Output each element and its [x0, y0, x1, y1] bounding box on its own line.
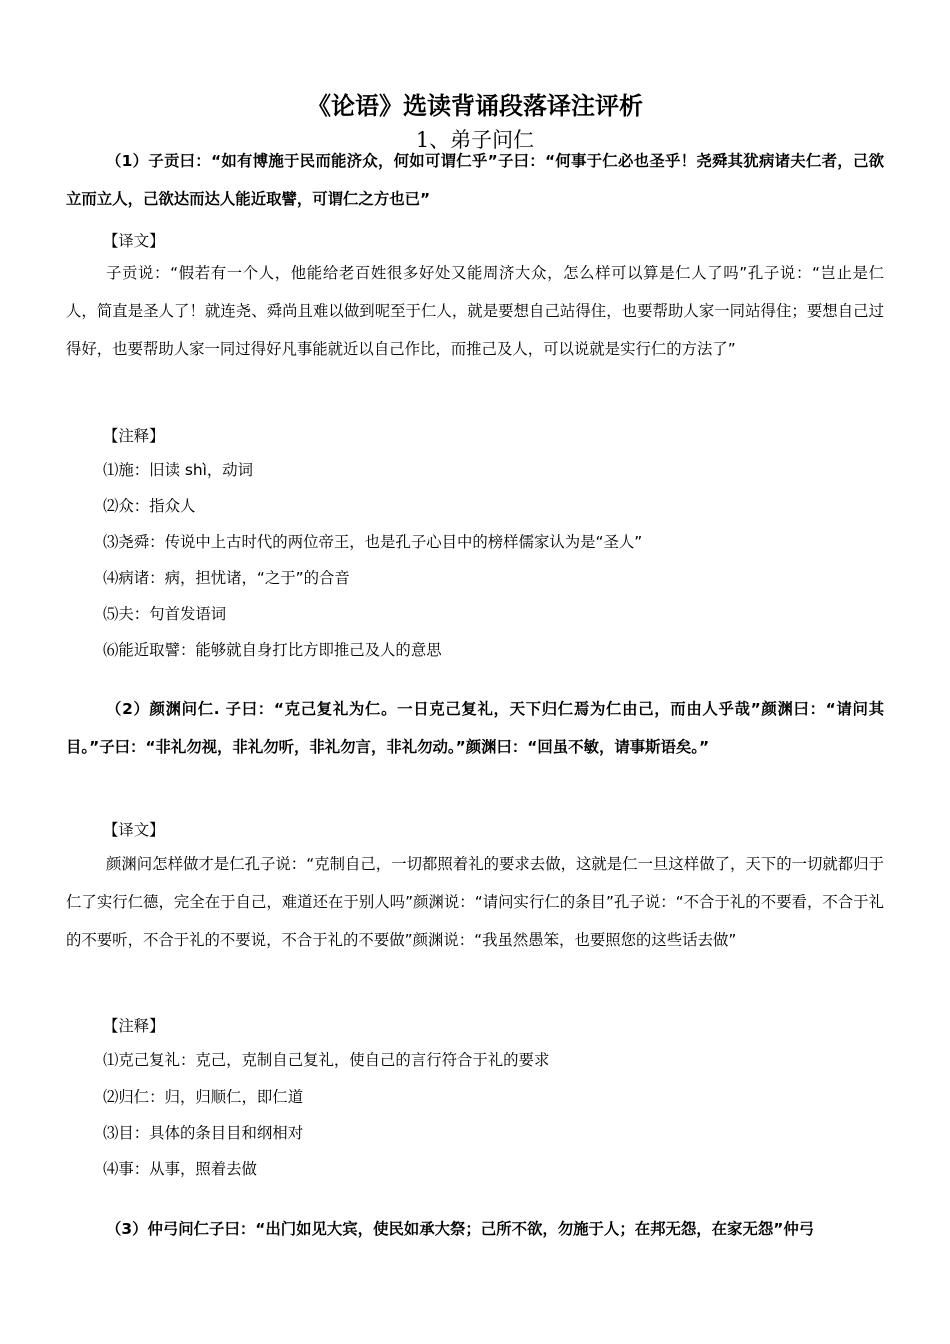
passage-1-note: ⑴施：旧读 shì，动词 — [103, 461, 254, 479]
passage-1-note: ⑸夫：句首发语词 — [103, 605, 227, 623]
passage-2-note: ⑴克己复礼：克己，克制自己复礼，使自己的言行符合于礼的要求 — [103, 1051, 550, 1069]
passage-2-note: ⑷事：从事，照着去做 — [103, 1160, 257, 1178]
passage-1-note: ⑹能近取譬：能够就自身打比方即推己及人的意思 — [103, 641, 442, 659]
passage-2-translation-label: 【译文】 — [103, 821, 165, 839]
section-title: 1、弟子问仁 — [415, 128, 535, 152]
passage-2-original: （2）颜渊问仁. 子曰：“克己复礼为仁。一日克己复礼，天下归仁焉为仁由己，而由人乎哉”颜渊曰：“请问其目。”子曰：“非礼勿视，非礼勿听，非礼勿言，非礼勿动。”颜渊曰：“回虽不敏，请事斯语矣。” — [66, 700, 884, 756]
passage-2-note: ⑶目：具体的条目目和纲相对 — [103, 1124, 304, 1142]
passage-2-note: ⑵归仁：归，归顺仁，即仁道 — [103, 1088, 304, 1106]
passage-3-original: （3）仲弓问仁子曰：“出门如见大宾，使民如承大祭；己所不欲，勿施于人；在邦无怨，在家无怨”仲弓 — [106, 1220, 815, 1238]
document-title: 《论语》选读背诵段落译注评析 — [307, 91, 643, 120]
passage-1-note: ⑶尧舜：传说中上古时代的两位帝王，也是孔子心目中的榜样儒家认为是“圣人” — [103, 533, 643, 551]
passage-1-translation-label: 【译文】 — [103, 232, 165, 250]
passage-2-translation: 颜渊问怎样做才是仁孔子说：“克制自己，一切都照着礼的要求去做，这就是仁一旦这样做了，天下的一切就都归于仁了实行仁德，完全在于自己，难道还在于别人吗”颜渊说：“请问实行仁的条目”孔子说：“不合于礼的不要看，不合于礼的不要听，不合于礼的不要说，不合于礼的不要做”颜渊说：“我虽然愚笨，也要照您的这些话去做” — [66, 855, 884, 949]
passage-1-note: ⑷病诸：病，担忧诸，“之于”的合音 — [103, 569, 350, 587]
passage-1-notes-label: 【注释】 — [103, 427, 165, 445]
passage-1-original: （1）子贡曰：“如有博施于民而能济众，何如可谓仁乎”子曰：“何事于仁必也圣乎！尧舜其犹病诸夫仁者，己欲立而立人，己欲达而达人能近取譬，可谓仁之方也已” — [66, 152, 884, 208]
passage-2-notes-label: 【注释】 — [103, 1017, 165, 1035]
passage-1-note: ⑵众：指众人 — [103, 497, 196, 515]
passage-1-translation: 子贡说：“假若有一个人，他能给老百姓很多好处又能周济大众，怎么样可以算是仁人了吗”孔子说：“岂止是仁人，简直是圣人了！就连尧、舜尚且难以做到呢至于仁人，就是要想自己站得住，也要帮助人家一同站得住；要想自己过得好，也要帮助人家一同过得好凡事能就近以自己作比，而推己及人，可以说就是实行仁的方法了” — [66, 264, 884, 358]
